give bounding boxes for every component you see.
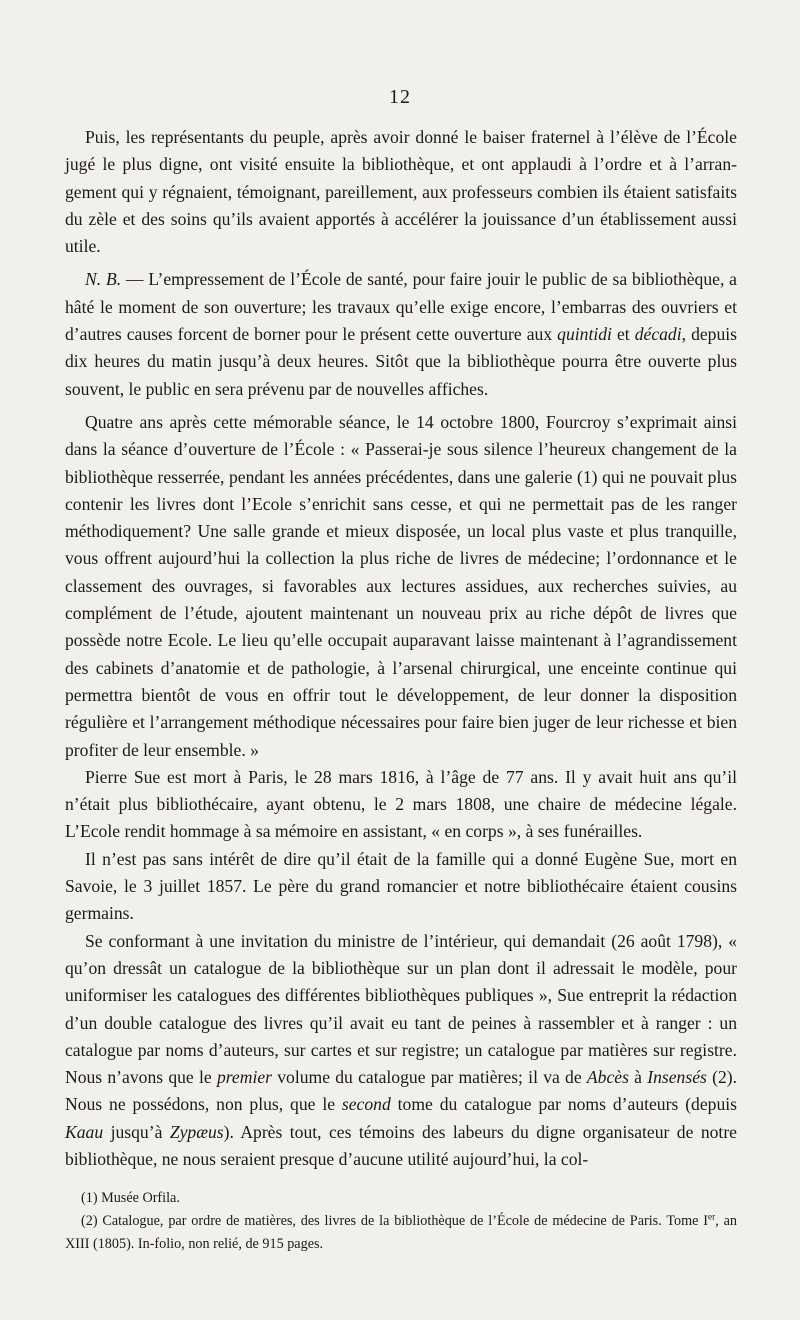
paragraph-segment: Insensés [647,1067,707,1088]
paragraph-segment: Il n’est pas sans intérêt de dire qu’il était de la famille qui a donné Eugène Sue, mort en Savoie, le 3 juillet 1857. Le père du grand romancier et notre bibliothécaire étaient cousins germains. [65,848,737,924]
paragraph-segment: jusqu’à [103,1121,170,1142]
footnote-segment: er [708,1211,716,1222]
paragraph-segment: décadi [634,324,682,345]
footnote-segment: , an XIII (1805). In-folio, non relié, de 915 pages. [65,1213,737,1252]
paragraph-segment: ). Après tout, ces témoins des labeurs du digne organisateur de notre bibliothèque, ne nous seraient presque d’aucune utilité aujourd’hui, la col- [65,1121,737,1169]
paragraph-segment: à [628,1067,648,1088]
paragraph-segment: second [341,1094,391,1115]
paragraph [65,266,737,402]
paragraph-segment: Pierre Sue est mort à Paris, le 28 mars 1816, à l’âge de 77 ans. Il y avait huit ans qu’il n’était plus bibliothécaire, ayant obtenu, le 2 mars 1808, une chaire de médecine légale. L’Ecole rendit hommage à sa mémoire en assistant, « en corps », à ses funérailles. [65,766,737,842]
paragraph-segment: Quatre ans après cette mémorable séance, le 14 octobre 1800, Fourcroy s’exprimait ainsi dans la séance d’ouverture de l’École : « Passerai-je sous silence l’heureux changement de la bibliothèque resserrée, pendant les années précédentes, dans une galerie (1) qui ne pouvait plus contenir les livres dont l’Ecole s’enrichit sans cesse, et qui ne permettait pas de les ranger méthodiquement? Une salle grande et mieux disposée, un local plus vaste et plus tranquille, vous offrent aujourd’hui la collection la plus riche de livres de médecine; l’ordonnance et le classement des ouvrages, si favorables aux lectures assidues, aux recherches suivies, au complément de l’étude, ajoutent maintenant un nouveau prix au riche dépôt de livres que possède notre Ecole. Le lieu qu’elle occupait auparavant laisse maintenant à l’agrandissement des cabinets d’anatomie et de pathologie, à l’arsenal chirurgical, une enceinte continue qui permettra bientôt de vous en offrir tout le développement, de leur donner la disposition régulière et l’arrangement méthodique nécessaires pour faire bien juger de leur richesse et bien profiter de leur ensemble. » [65,411,737,760]
paragraph-segment: — L’empressement de l’École de santé, pour faire jouir le public de sa bibliothèque, a hâté le moment de son ouverture; les travaux qu’elle exige encore, l’embarras des ouvriers et d’autres causes forcent de borner pour le présent cette ouverture aux [65,269,737,345]
paragraph-segment: premier [216,1067,272,1088]
paragraph-segment: tome du catalogue par noms d’auteurs (depuis [390,1094,737,1115]
paragraph-segment: Kaau [65,1121,104,1142]
paragraph [65,124,737,260]
paragraph-segment: volume du catalogue par matières; il va de [272,1067,587,1088]
paragraph [65,928,737,1174]
footnote [65,1187,737,1210]
footnotes [65,1187,737,1256]
paragraph-segment: , depuis dix heures du matin jusqu’à deux heures. Sitôt que la bibliothèque pourra être ouverte plus souvent, le public en sera prévenu par de nouvelles affiches. [65,324,738,399]
paragraph [65,764,737,846]
paragraph-segment: (2). Nous ne possédons, non plus, que le [65,1067,738,1115]
paragraph-segment: Puis, les représentants du peuple, après avoir donné le baiser fraternel à l’élève de l’École jugé le plus digne, ont visité ensuite la bibliothèque, et ont applaudi à l’ordre et à l’arrangement qui y régnaient, témoignant, pareillement, aux professeurs combien ils étaient satisfaits du zèle et des soins qu’ils avaient apportés à accélérer la jouissance d’un établissement aussi utile. [65,127,737,257]
paragraph [65,846,737,928]
paragraph-segment: Se conformant à une invitation du ministre de l’intérieur, qui demandait (26 août 1798), « qu’on dressât un catalogue de la bibliothèque sur un plan dont il adressait le modèle, pour uniformiser les catalogues des différentes bibliothèques publiques », Sue entreprit la rédaction d’un double catalogue des livres qu’il avait eu tant de peines à rassembler et à ranger : un catalogue par noms d’auteurs, sur cartes et sur registre; un catalogue par matières sur registre. Nous n’avons que le [65,930,737,1088]
paragraph-segment: et [611,324,635,345]
footnote-segment: (2) Catalogue, par ordre de matières, des livres de la bibliothèque de l’École de médecine de Paris. Tome I [81,1213,709,1229]
page-number: 12 [389,86,411,108]
paragraph-segment: Abcès [586,1067,629,1088]
footnote [65,1210,737,1256]
paragraph-segment: quintidi [557,324,612,345]
paragraph-segment: Zypæus [169,1121,224,1142]
paragraph [65,409,737,764]
body-text [65,124,737,1173]
footnote-segment: (1) Musée Orfila. [81,1190,180,1206]
paragraph-segment: N. B. [85,269,122,290]
